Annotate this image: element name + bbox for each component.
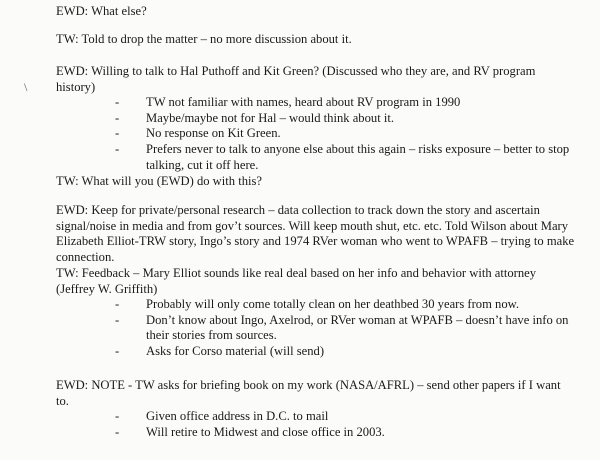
bullet-item: - Maybe/maybe not for Hal – would think about it.: [115, 111, 576, 127]
paragraph-4: [56, 174, 576, 190]
paragraph-2: [56, 32, 576, 48]
bullet-item: - Asks for Corso material (will send): [115, 344, 576, 360]
paragraph-text: EWD: Willing to talk to Hal Puthoff and Kit Green? (Discussed who they are, and RV program history): [56, 64, 536, 94]
paragraph-5: [56, 203, 576, 265]
paragraph-7: [56, 378, 576, 440]
paragraph-text: EWD: Keep for private/personal research – data collection to track down the story and ascertain signal/noise in media and from gov’t sources. Will keep mouth shut, etc. etc. Told Wilson about Mary Elizabeth Elliot-TRW story, Ingo’s story and 1974 RVer woman who went to WPAFB – trying to make connection.: [56, 203, 575, 264]
bullet-list: [56, 409, 576, 440]
bullet-item: - No response on Kit Green.: [115, 126, 576, 142]
paragraph-text: TW: What will you (EWD) do with this?: [56, 174, 263, 188]
bullet-item: - Given office address in D.C. to mail: [115, 409, 576, 425]
bullet-item: - TW not familiar with names, heard about RV program in 1990: [115, 95, 576, 111]
bullet-item: - Prefers never to talk to anyone else about this again – risks exposure – better to stop talking, cut it off here.: [115, 142, 576, 173]
bullet-item: - Will retire to Midwest and close office in 2003.: [115, 425, 576, 441]
bullet-list: [56, 95, 576, 173]
margin-mark: \: [24, 80, 28, 94]
bullet-list: [56, 297, 576, 359]
paragraph-6: [56, 266, 576, 360]
paragraph-1: [56, 4, 576, 20]
paragraph-text: TW: Told to drop the matter – no more discussion about it.: [56, 32, 352, 46]
paragraph-text: EWD: What else?: [56, 4, 147, 18]
paragraph-text: EWD: NOTE - TW asks for briefing book on my work (NASA/AFRL) – send other papers if I want to.: [56, 378, 561, 408]
paragraph-text: TW: Feedback – Mary Elliot sounds like real deal based on her info and behavior with attorney (Jeffrey W. Griffith): [56, 266, 537, 296]
paragraph-3: [56, 64, 576, 173]
bullet-item: - Probably will only come totally clean on her deathbed 30 years from now.: [115, 297, 576, 313]
bullet-item: - Don’t know about Ingo, Axelrod, or RVer woman at WPAFB – doesn’t have info on their stories from sources.: [115, 313, 576, 344]
